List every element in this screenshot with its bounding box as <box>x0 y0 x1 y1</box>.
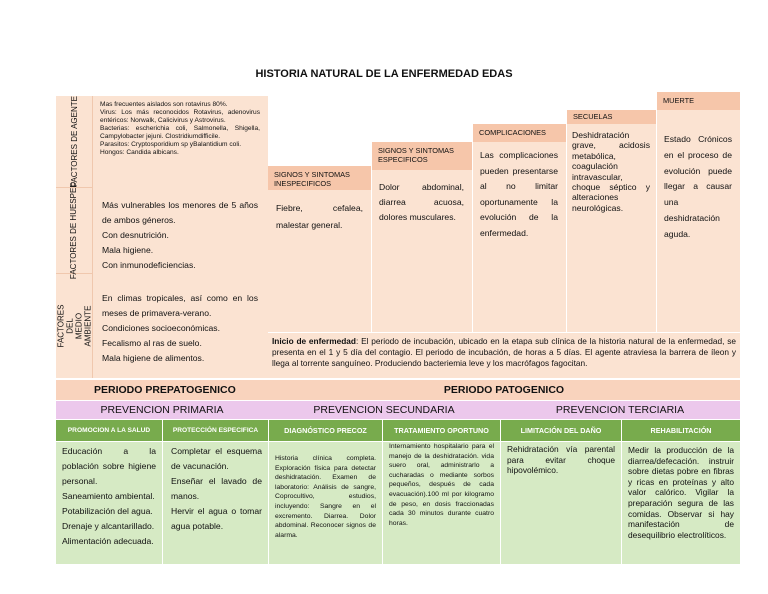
label-factores-agente: FACTORES DE AGENTE <box>56 96 92 188</box>
header-proteccion: PROTECCIÓN ESPECIFICA <box>163 420 268 441</box>
prevencion-terciaria: PREVENCION TERCIARIA <box>500 401 740 419</box>
header-promocion: PROMOCION A LA SALUD <box>56 420 162 441</box>
stair-4-text: Deshidratación grave, acidosis metabólica, coagulación intravascular, choque séptico y alteraciones neurológicas. <box>572 130 650 213</box>
stair-5-header: MUERTE <box>656 92 740 110</box>
inicio-label: Inicio de enfermedad <box>272 336 356 346</box>
header-limitacion: LIMITACIÓN DEL DAÑO <box>501 420 621 441</box>
period-patogenico: PERIODO PATOGENICO <box>268 380 740 400</box>
header-diagnostico: DIAGNÓSTICO PRECOZ <box>269 420 382 441</box>
label-factores-huesped: FACTORES DE HUESPED <box>56 188 92 274</box>
stair-1-text: Fiebre, cefalea, malestar general. <box>276 203 363 230</box>
huesped-text: Más vulnerables los menores de 5 años de ambos géneros. Con desnutrición. Mala higiene. Con inmunodeficiencias. <box>102 200 258 270</box>
stair-3-text: Las complicaciones pueden presentarse al no limitar oportunamente la evolución de la enfermedad. <box>480 150 558 238</box>
inicio-enfermedad <box>268 332 740 378</box>
header-rehabilitacion: REHABILITACIÓN <box>622 420 740 441</box>
stair-2-header: SIGNOS Y SINTOMAS ESPECIFICOS <box>371 142 472 170</box>
inicio-text: : El periodo de incubación, ubicado en la etapa sub clínica de la historia natural de la enfermedad, se presenta en el 1 y 5 día del contagio. El periodo de incubación, de horas a 5 días. El agente atraviesa la barrera de íleon y llega al torrente sanguíneo. Produciendo bacteriemia leve y los macrófagos fagocitan. <box>272 336 736 368</box>
page-title: HISTORIA NATURAL DE LA ENFERMEDAD EDAS <box>255 68 513 80</box>
stair-5-text: Estado Crónicos en el proceso de evolución puede llegar a causar una deshidratación aguda. <box>664 134 732 239</box>
rehabilitacion-text: Medir la producción de la diarrea/defecación. instruir sobre dietas pobre en fibras y ricas en proteínas y alto valor calórico. Vigilar la preparación segura de las comidas. Observar si hay manifestación de desequilibrio electrolíticos. <box>622 442 740 564</box>
header-tratamiento: TRATAMIENTO OPORTUNO <box>383 420 500 441</box>
stair-4-header: SECUELAS <box>566 110 656 124</box>
agente-text: Mas frecuentes aislados son rotavirus 80%. Virus: Los más reconocidos Rotavirus, adenovirus entéricos: Norwalk, Calicivirus y Astrovirus. Bacterias: escherichia coli, Salmonella, Shigella, Campylobacter jejuni. Clostridiumdifficile. Parasitos: Cryptosporidium sp yBalantidium coli. Hongos: Candida albicans. <box>100 101 260 156</box>
label-column-divider <box>92 96 93 378</box>
stair-3-header: COMPLICACIONES <box>472 124 566 142</box>
limitacion-text: Rehidratación vía parental para evitar choque hipovolémico. <box>501 442 621 564</box>
stair-1-header: SIGNOS Y SINTOMAS INESPECIFICOS <box>268 166 371 190</box>
proteccion-text: Completar el esquema de vacunación. Enseñar el lavado de manos. Hervir el agua o tomar agua potable. <box>163 442 268 564</box>
label-factores-ambiente: FACTORES DEL MEDIO AMBIENTE <box>56 304 93 348</box>
period-prepatogenico: PERIODO PREPATOGENICO <box>56 380 268 400</box>
promocion-text: Educación a la población sobre higiene personal. Saneamiento ambiental. Potabilización del agua. Drenaje y alcantarillado. Alimentación adecuada. <box>56 442 162 564</box>
prevencion-secundaria: PREVENCION SECUNDARIA <box>268 401 500 419</box>
prevencion-primaria: PREVENCION PRIMARIA <box>56 401 268 419</box>
diagnostico-text: Historia clínica completa. Exploración física para detectar deshidratación. Examen de laboratorio: Análisis de sangre, Coprocultivo, estudios, incluyendo: Sangre en el excremento. Diarrea. Dolor abdominal. Reconocer signos de alarma. <box>269 442 382 564</box>
stair-2-text: Dolor abdominal, diarrea acuosa, dolores musculares. <box>379 182 464 222</box>
ambiente-text: En climas tropicales, así como en los meses de primavera-verano. Condiciones socioeconómicas. Fecalismo al ras de suelo. Mala higiene de alimentos. <box>102 293 258 363</box>
tratamiento-text: Internamiento hospitalario para el manejo de la deshidratación. vida suero oral, administrarlo a cucharadas o mediante sorbos pequeños, después de cada evacuación).100 ml por kilogramo de peso, en dosis fraccionadas cada 30 minutos durante cuatro horas. <box>383 442 500 564</box>
